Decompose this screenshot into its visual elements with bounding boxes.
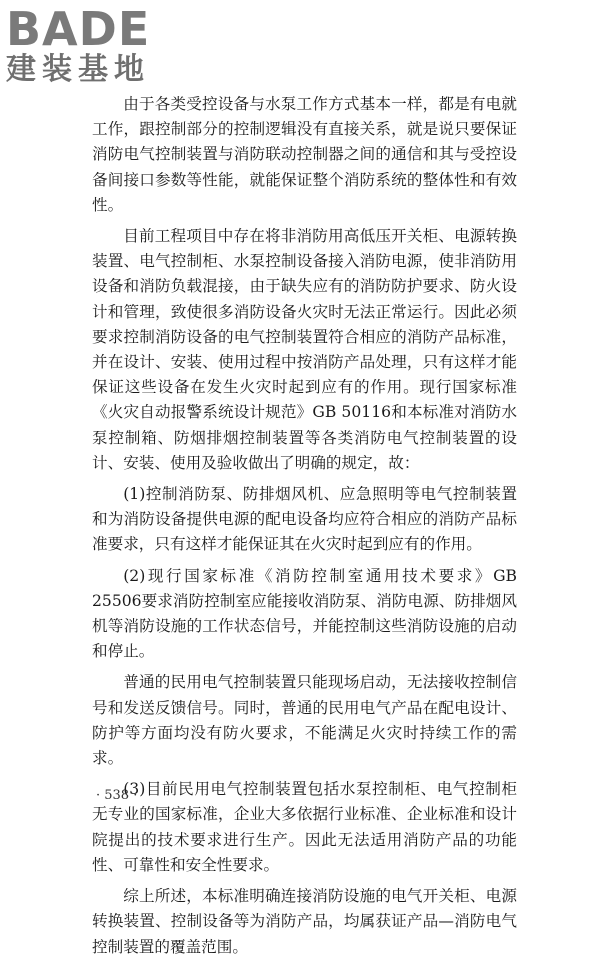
paragraph-2: 目前工程项目中存在将非消防用高低压开关柜、电源转换装置、电气控制柜、水泵控制设备接入消防电源，使非消防用设备和消防负载混接，由于缺失应有的消防防护要求、防火设计和管理，致使很多消防设备火灾时无法正常运行。因此必须要求控制消防设备的电气控制装置符合相应的消防产品标准，并在设计、安装、使用过程中按消防产品处理，只有这样才能保证这些设备在发生火灾时起到应有的作用。现行国家标准《火灾自动报警系统设计规范》GB 50116和本标准对消防水泵控制箱、防烟排烟控制装置等各类消防电气控制装置的设计、安装、使用及验收做出了明确的规定，故： xyxy=(92,227,517,472)
watermark-brand: BADE xyxy=(6,2,151,56)
paragraph-6: (3)目前民用电气控制装置包括水泵控制柜、电气控制柜无专业的国家标准，企业大多依据行业标准、企业标准和设计院提出的技术要求进行生产。因此无法适用消防产品的功能性、可靠性和安全性要求。 xyxy=(92,780,517,874)
page-number: · 538 · xyxy=(96,788,138,803)
watermark-logo xyxy=(6,4,176,96)
watermark-subtitle: 建装基地 xyxy=(6,52,150,87)
paragraph-7: 综上所述，本标准明确连接消防设施的电气开关柜、电源转换装置、控制设备等为消防产品，均属获证产品—消防电气控制装置的覆盖范围。 xyxy=(92,887,517,956)
paragraph-1: 由于各类受控设备与水泵工作方式基本一样，都是有电就工作，跟控制部分的控制逻辑没有直接关系，就是说只要保证消防电气控制装置与消防联动控制器之间的通信和其与受控设备间接口参数等性能，就能保证整个消防系统的整体性和有效性。 xyxy=(92,95,517,214)
paragraph-4: (2)现行国家标准《消防控制室通用技术要求》GB 25506要求消防控制室应能接收消防泵、消防电源、防排烟风机等消防设施的工作状态信号，并能控制这些消防设施的启动和停止。 xyxy=(92,566,517,661)
paragraph-5: 普通的民用电气控制装置只能现场启动，无法接收控制信号和发送反馈信号。同时，普通的民用电气产品在配电设计、防护等方面均没有防火要求，不能满足火灾时持续工作的需求。 xyxy=(92,673,517,768)
document-body xyxy=(92,92,517,966)
paragraph-3: (1)控制消防泵、防排烟风机、应急照明等电气控制装置和为消防设备提供电源的配电设备均应符合相应的消防产品标准要求，只有这样才能保证其在火灾时起到应有的作用。 xyxy=(92,485,517,554)
